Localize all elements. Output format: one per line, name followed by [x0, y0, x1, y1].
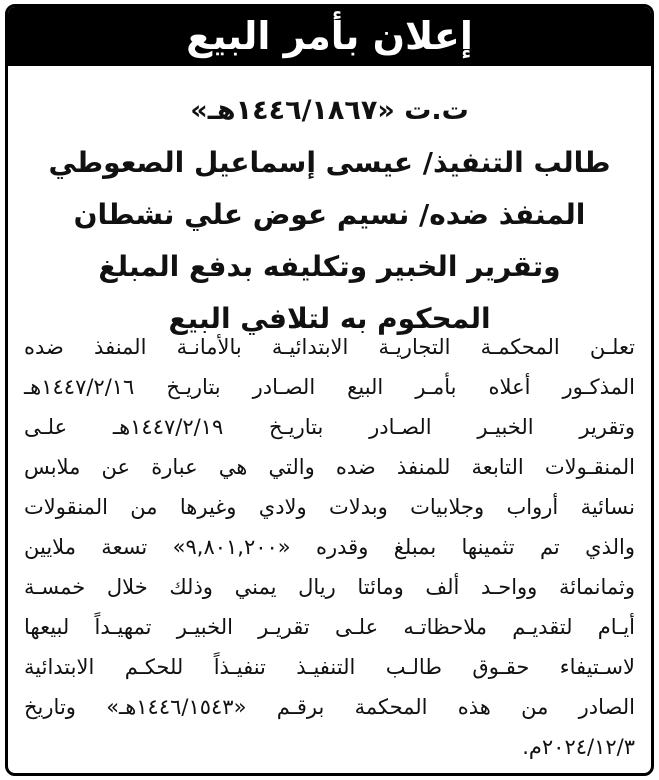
body-line: تعلـن المحكمـة التجاريـة الابتدائيـة بالأمانـة المنفذ ضده: [24, 335, 635, 359]
body-line: نسائية أرواب وجلابيات وبدلات ولادي وغيرها من المنقولات: [24, 495, 635, 519]
heading-line-3: وتقرير الخبير وتكليفه بدفع المبلغ: [98, 250, 561, 283]
notice-frame: [5, 4, 654, 776]
execution-requester: طالب التنفيذ/ عيسى إسماعيل الصعوطي: [48, 146, 611, 179]
body-line: المذكـور أعلاه بأمـر البيع الصـادر بتاريـخ ١٤٤٧/٢/١٦هـ: [24, 375, 635, 399]
body-line: لاسـتيفاء حقـوق طالـب التنفيـذ تنفيـذاً للحكـم الابتدائية: [24, 655, 635, 679]
notice-title: إعلان بأمر البيع: [186, 14, 473, 58]
notice-body: [24, 327, 635, 767]
body-line: والذي تم تثمينها بمبلغ وقدره «٩,٨٠١,٢٠٠» تسعة ملايين: [24, 535, 635, 559]
notice-header: [8, 7, 651, 66]
body-line: الصادر من هذه المحكمة برقـم «١٤٤٦/١٥٤٣هـ» وتاريخ: [24, 695, 635, 719]
body-line: وتقرير الخبيـر الصـادر بتاريـخ ١٤٤٧/٢/١٩هـ علـى: [24, 415, 635, 439]
body-line: المنقـولات التابعة للمنفذ ضده والتي هي عبارة عن ملابس: [24, 455, 635, 479]
notice-heading-block: [8, 85, 651, 345]
executed-against: المنفذ ضده/ نسيم عوض علي نشطان: [73, 198, 586, 231]
body-line: وثمانمائة وواحـد ألف ومائتا ريال يمني وذلك خلال خمسـة: [24, 575, 635, 599]
heading-line-4: المحكوم به لتلافي البيع: [168, 302, 491, 335]
body-line-date: ٢٠٢٤/١٢/٣م.: [522, 735, 635, 759]
case-number: ت.ت «١٤٤٦/١٨٦٧هـ»: [190, 95, 469, 126]
body-line: أيـام لتقديـم ملاحظاتـه علـى تقريـر الخبيـر تمهيـداً لبيعها: [24, 615, 635, 639]
